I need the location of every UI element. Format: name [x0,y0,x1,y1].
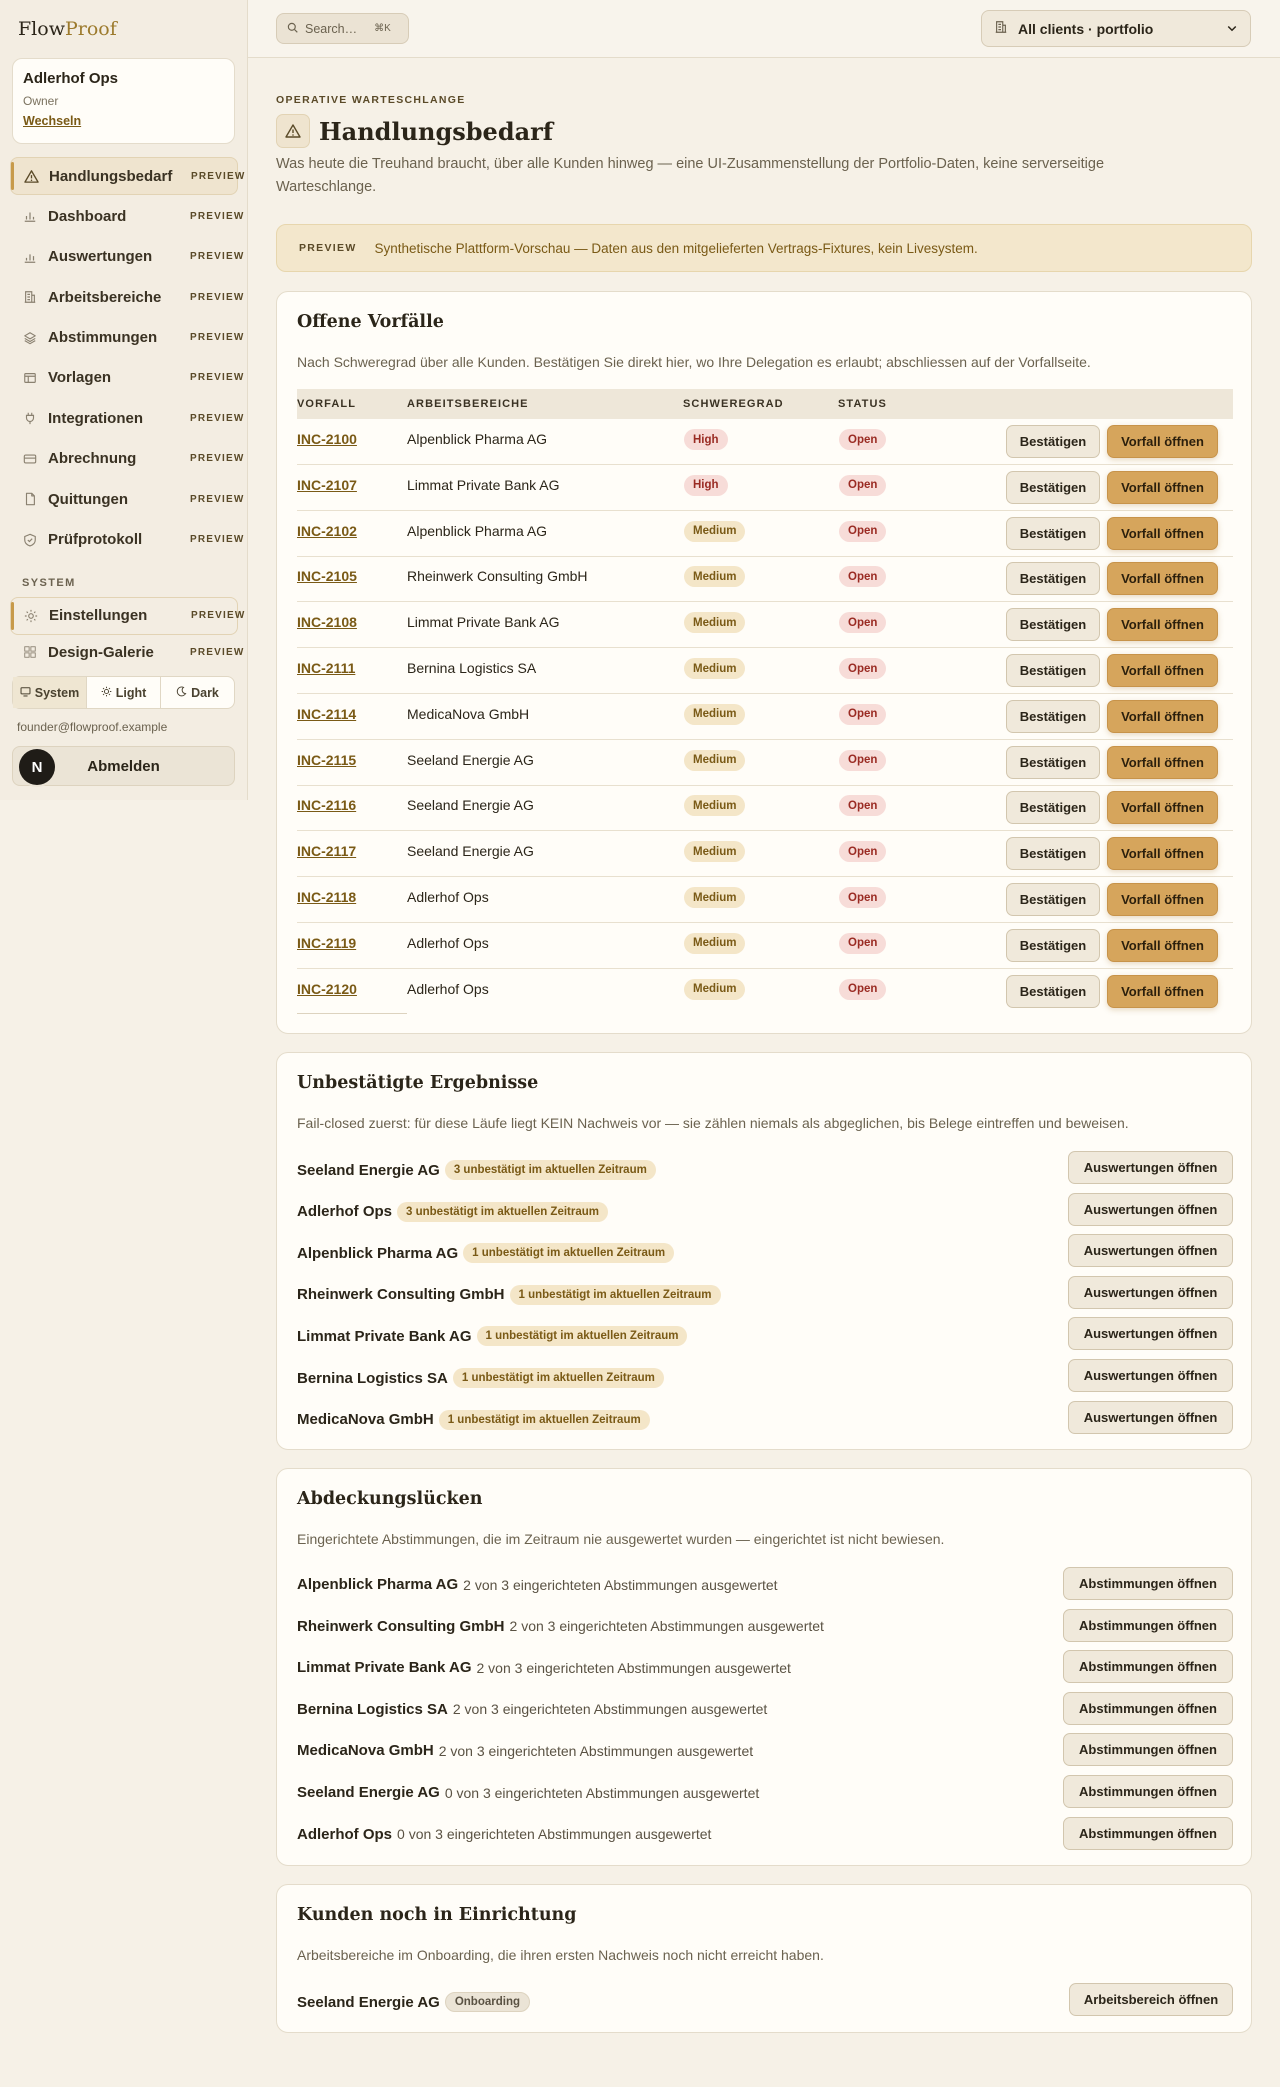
workspace-name: Rheinwerk Consulting GmbH [407,568,588,585]
open-incident-button[interactable]: Vorfall öffnen [1107,883,1218,916]
sidebar-item-label: Design-Galerie [48,643,154,661]
sidebar-item-label: Auswertungen [48,248,153,266]
open-reconciliations-button[interactable]: Abstimmungen öffnen [1063,1692,1233,1725]
preview-badge: PREVIEW [190,412,245,424]
unconfirmed-title: Unbestätigte Ergebnisse [297,1073,539,1093]
list-item [297,1401,1233,1435]
coverage-text: 2 von 3 eingerichteten Abstimmungen ausgewertet [463,1576,778,1593]
table-row [297,465,1233,511]
template-icon [22,370,38,386]
sidebar-item-vorlagen[interactable] [10,359,245,397]
moon-icon [176,686,187,700]
incident-link[interactable]: INC-2120 [297,980,357,997]
status-badge: Open [839,841,886,862]
status-badge: Open [839,795,886,816]
client-select-value: All clients · portfolio [1018,20,1154,37]
client-name: Limmat Private Bank AG [297,1327,472,1345]
sidebar-item-design-galerie[interactable] [10,633,245,671]
table-row [297,511,1233,557]
status-badge: Open [839,566,886,587]
workspace-name: MedicaNova GmbH [407,705,530,722]
client-row [297,1826,711,1843]
list-item [297,1983,1233,2017]
list-item [297,1567,1233,1601]
warning-icon [23,168,39,184]
severity-badge: Medium [684,795,745,816]
list-item [297,1359,1233,1393]
plug-icon [22,410,38,426]
list-item [297,1317,1233,1351]
list-item [297,1609,1233,1643]
client-name: Bernina Logistics SA [297,1700,448,1718]
status-badge: Open [839,750,886,771]
workspace-name: Adlerhof Ops [407,980,489,997]
page-eyebrow: OPERATIVE WARTESCHLANGE [276,94,466,106]
workspace-name: Seeland Energie AG [407,797,534,814]
sidebar-item-label: Abstimmungen [48,329,158,347]
onboarding-card [276,1884,1252,2033]
theme-dark-label: Dark [191,685,219,700]
search-shortcut: ⌘K [374,23,391,34]
incidents-table-header [297,389,1233,419]
column-header: ARBEITSBEREICHE [407,398,529,410]
sidebar-nav [10,157,246,661]
client-row [297,1368,664,1388]
settings-sun-icon [23,608,39,624]
open-incident-button[interactable]: Vorfall öffnen [1107,746,1218,779]
search-input[interactable] [276,13,409,44]
client-row [297,1701,767,1718]
sidebar-item-label: Quittungen [48,490,128,508]
client-name: Limmat Private Bank AG [297,1659,472,1677]
status-badge: Open [839,521,886,542]
open-incident-button[interactable]: Vorfall öffnen [1107,471,1218,504]
client-row [297,1742,753,1759]
table-row [297,969,1233,1015]
user-email: founder@flowproof.example [17,720,168,734]
status-badge: Open [839,979,886,1000]
status-badge: Open [839,475,886,496]
severity-badge: Medium [684,658,745,679]
severity-badge: Medium [684,704,745,725]
open-reconciliations-button[interactable]: Abstimmungen öffnen [1063,1817,1233,1850]
table-scrollbar[interactable] [297,1013,407,1014]
incident-link[interactable]: INC-2119 [297,934,357,951]
unconfirmed-badge: 1 unbestätigt im aktuellen Zeitraum [463,1243,674,1263]
sidebar-item-abrechnung[interactable] [10,440,245,478]
theme-light-label: Light [115,685,147,700]
open-evaluations-button[interactable]: Auswertungen öffnen [1068,1317,1233,1350]
incident-link[interactable]: INC-2117 [297,843,357,860]
unconfirmed-badge: 1 unbestätigt im aktuellen Zeitraum [510,1285,721,1305]
card-icon [22,451,38,467]
acknowledge-button[interactable]: Bestätigen [1006,929,1100,962]
bar-chart-icon [22,208,38,224]
brand-logo[interactable]: FlowProof [18,18,117,40]
table-row [297,740,1233,786]
sidebar-item-einstellungen[interactable] [10,597,246,635]
coverage-text: 0 von 3 eingerichteten Abstimmungen ausgewertet [397,1826,712,1843]
client-row [297,1285,721,1305]
sidebar-item-arbeitsbereiche[interactable] [10,278,245,316]
open-workspace-button[interactable]: Arbeitsbereich öffnen [1069,1983,1233,2016]
monitor-icon [20,686,31,700]
column-header: STATUS [838,398,887,410]
coverage-text: 2 von 3 eingerichteten Abstimmungen ausgewertet [452,1701,768,1718]
severity-badge: Medium [684,612,745,633]
open-incident-button[interactable]: Vorfall öffnen [1107,562,1218,595]
unconfirmed-badge: 3 unbestätigt im aktuellen Zeitraum [445,1160,656,1180]
open-reconciliations-button[interactable]: Abstimmungen öffnen [1063,1650,1233,1683]
theme-system-button[interactable] [13,677,87,708]
incident-link[interactable]: INC-2105 [297,568,357,585]
preview-badge: PREVIEW [190,372,245,384]
workspace-name: Adlerhof Ops [407,934,489,951]
org-name: Adlerhof Ops [23,70,119,87]
open-evaluations-button[interactable]: Auswertungen öffnen [1068,1193,1233,1226]
client-name: Rheinwerk Consulting GmbH [297,1617,505,1635]
client-name: MedicaNova GmbH [297,1742,434,1760]
search-icon [287,22,298,36]
sidebar-item-dashboard[interactable] [10,197,245,235]
coverage-description: Eingerichtete Abstimmungen, die im Zeitraum nie ausgewertet wurden — eingerichtet ist nicht bewiesen. [297,1531,945,1547]
status-badge: Open [839,704,886,725]
workspace-name: Alpenblick Pharma AG [407,522,548,539]
preview-banner [276,224,1252,272]
incident-link[interactable]: INC-2111 [297,660,356,676]
incidents-title: Offene Vorfälle [297,312,444,332]
table-row [297,602,1233,648]
list-item [297,1193,1233,1227]
incident-link[interactable]: INC-2116 [297,797,357,814]
incident-link[interactable]: INC-2102 [297,522,357,539]
workspace-name: Limmat Private Bank AG [407,614,560,631]
severity-badge: Medium [684,933,745,954]
theme-system-label: System [34,685,80,700]
sidebar-item-abstimmungen[interactable] [10,319,245,357]
client-row [297,1243,674,1263]
column-header: VORFALL [297,398,357,410]
status-badge: Open [839,887,886,908]
sidebar-item-auswertungen[interactable] [10,238,245,276]
acknowledge-button[interactable]: Bestätigen [1006,883,1100,916]
table-row [297,556,1233,602]
shield-icon [22,532,38,548]
open-incident-button[interactable]: Vorfall öffnen [1107,425,1218,458]
client-row [297,1992,530,2012]
incident-link[interactable]: INC-2115 [297,751,357,768]
client-name: Seeland Energie AG [297,1784,440,1801]
acknowledge-button[interactable]: Bestätigen [1006,975,1100,1008]
preview-badge: PREVIEW [191,610,246,622]
open-evaluations-button[interactable]: Auswertungen öffnen [1068,1234,1233,1267]
preview-badge: PREVIEW [190,453,245,465]
list-item [297,1692,1233,1726]
client-name: MedicaNova GmbH [297,1411,434,1429]
open-evaluations-button[interactable]: Auswertungen öffnen [1068,1401,1233,1434]
table-row [297,694,1233,740]
client-row [297,1202,608,1222]
open-evaluations-button[interactable]: Auswertungen öffnen [1068,1276,1233,1309]
list-item [297,1650,1233,1684]
status-badge: Open [839,658,886,679]
page-title-row [276,114,553,148]
client-name: Rheinwerk Consulting GmbH [297,1286,505,1304]
incident-link[interactable]: INC-2107 [297,476,357,493]
list-item [297,1817,1233,1851]
client-select[interactable] [981,10,1251,47]
client-row [297,1659,791,1676]
org-switch-link[interactable]: Wechseln [23,114,82,128]
table-row [297,877,1233,923]
preview-badge: PREVIEW [190,534,245,546]
sidebar-item-label: Abrechnung [48,450,137,468]
list-item [297,1276,1233,1310]
sidebar-item-label: Prüfprotokoll [48,531,143,549]
client-row [297,1784,759,1801]
sidebar-item-label: Einstellungen [49,607,148,625]
theme-dark-button[interactable] [161,677,234,708]
acknowledge-button[interactable]: Bestätigen [1006,608,1100,641]
theme-light-button[interactable] [87,677,161,708]
theme-switcher [12,676,235,709]
acknowledge-button[interactable]: Bestätigen [1006,837,1100,870]
preview-badge: PREVIEW [190,493,245,505]
table-row [297,831,1233,877]
client-row [297,1618,824,1635]
file-icon [22,491,38,507]
open-reconciliations-button[interactable]: Abstimmungen öffnen [1063,1775,1233,1808]
sidebar-item-label: Handlungsbedarf [49,167,173,185]
acknowledge-button[interactable]: Bestätigen [1006,791,1100,824]
workspace-name: Seeland Energie AG [407,843,534,860]
table-row [297,785,1233,831]
client-row [297,1326,687,1346]
severity-badge: Medium [684,979,745,1000]
coverage-title: Abdeckungslücken [297,1489,483,1509]
open-incident-button[interactable]: Vorfall öffnen [1107,975,1218,1008]
preview-badge: PREVIEW [190,646,245,658]
status-badge: Open [839,429,886,450]
unconfirmed-badge: 1 unbestätigt im aktuellen Zeitraum [453,1368,664,1388]
onboarding-badge: Onboarding [445,1992,530,2012]
severity-badge: Medium [684,841,745,862]
sidebar-item-label: Integrationen [48,409,144,427]
preview-badge: PREVIEW [190,251,245,263]
open-reconciliations-button[interactable]: Abstimmungen öffnen [1063,1567,1233,1600]
nav-scroll-clip [10,633,245,661]
acknowledge-button[interactable]: Bestätigen [1006,746,1100,779]
acknowledge-button[interactable]: Bestätigen [1006,562,1100,595]
sidebar-item-integrationen[interactable] [10,399,245,437]
layers-icon [22,330,38,346]
client-row [297,1160,656,1180]
sidebar-item-pruefprotokoll[interactable] [10,521,245,559]
incident-link[interactable]: INC-2118 [297,889,357,905]
incident-link[interactable]: INC-2114 [297,705,357,722]
chevron-down-icon [1226,21,1238,37]
list-item [297,1733,1233,1767]
acknowledge-button[interactable]: Bestätigen [1006,700,1100,733]
table-row [297,648,1233,694]
open-evaluations-button[interactable]: Auswertungen öffnen [1068,1151,1233,1184]
acknowledge-button[interactable]: Bestätigen [1006,471,1100,504]
client-name: Alpenblick Pharma AG [297,1576,459,1593]
onboarding-title: Kunden noch in Einrichtung [297,1905,577,1925]
open-reconciliations-button[interactable]: Abstimmungen öffnen [1063,1609,1233,1642]
sidebar-item-label: Dashboard [48,207,127,225]
list-item [297,1775,1233,1809]
warning-icon [276,114,310,148]
coverage-text: 0 von 3 eingerichteten Abstimmungen ausgewertet [444,1784,760,1801]
severity-badge: High [684,429,728,450]
open-incident-button[interactable]: Vorfall öffnen [1107,654,1218,687]
workspace-name: Seeland Energie AG [407,751,534,768]
preview-text: Synthetische Plattform-Vorschau — Daten aus den mitgelieferten Vertrags-Fixtures, kein Livesystem. [374,240,978,256]
status-badge: Open [839,612,886,633]
client-name: Adlerhof Ops [297,1203,393,1221]
table-row [297,923,1233,969]
logout-label: Abmelden [87,757,160,775]
incident-link[interactable]: INC-2108 [297,614,357,631]
workspace-name: Limmat Private Bank AG [407,476,560,493]
unconfirmed-badge: 1 unbestätigt im aktuellen Zeitraum [477,1326,688,1346]
grid-icon [22,644,38,660]
preview-badge: PREVIEW [190,332,245,344]
unconfirmed-badge: 3 unbestätigt im aktuellen Zeitraum [397,1202,608,1222]
open-incident-button[interactable]: Vorfall öffnen [1107,700,1218,733]
org-card [12,58,235,144]
client-name: Seeland Energie AG [297,1993,440,2011]
workspace-name: Alpenblick Pharma AG [407,431,548,447]
sidebar [0,0,248,800]
column-header: SCHWEREGRAD [683,398,784,410]
client-name: Bernina Logistics SA [297,1369,448,1387]
client-row [297,1410,650,1430]
unconfirmed-badge: 1 unbestätigt im aktuellen Zeitraum [439,1410,650,1430]
sidebar-item-handlungsbedarf[interactable] [10,157,246,195]
client-row [297,1576,778,1593]
open-incident-button[interactable]: Vorfall öffnen [1107,608,1218,641]
building-icon [22,289,38,305]
severity-badge: Medium [684,750,745,771]
preview-badge: PREVIEW [190,291,245,303]
unconfirmed-description: Fail-closed zuerst: für diese Läufe liegt KEIN Nachweis vor — sie zählen niemals als abgeglichen, bis Belege eintreffen und beweisen. [297,1115,1129,1131]
incidents-description: Nach Schweregrad über alle Kunden. Bestätigen Sie direkt hier, wo Ihre Delegation es erlaubt; abschliessen auf der Vorfallseite. [297,354,1091,370]
list-item [297,1151,1233,1185]
severity-badge: Medium [684,887,745,908]
incidents-card [276,291,1252,1034]
onboarding-description: Arbeitsbereiche im Onboarding, die ihren ersten Nachweis noch nicht erreicht haben. [297,1947,824,1963]
org-role: Owner [23,94,59,108]
workspace-name: Adlerhof Ops [407,889,489,905]
table-row [297,419,1233,465]
sun-icon [101,686,112,700]
page-description: Was heute die Treuhand braucht, über alle Kunden hinweg — eine UI-Zusammenstellung der Portfolio-Daten, keine serverseitige Warteschlange. [276,156,1105,195]
avatar[interactable]: N [19,749,55,785]
open-incident-button[interactable]: Vorfall öffnen [1107,791,1218,824]
client-name: Adlerhof Ops [297,1825,393,1843]
logout-button[interactable] [12,746,235,786]
nav-section-system: SYSTEM [22,576,76,589]
open-evaluations-button[interactable]: Auswertungen öffnen [1068,1359,1233,1392]
open-incident-button[interactable]: Vorfall öffnen [1107,837,1218,870]
severity-badge: High [684,475,728,496]
preview-badge: PREVIEW [190,210,245,222]
client-name: Seeland Energie AG [297,1161,440,1179]
coverage-text: 2 von 3 eingerichteten Abstimmungen ausgewertet [476,1659,791,1676]
search-placeholder: Search… [305,21,358,36]
coverage-text: 2 von 3 eingerichteten Abstimmungen ausgewertet [509,1618,824,1635]
preview-badge: PREVIEW [191,170,246,182]
status-badge: Open [839,933,886,954]
acknowledge-button[interactable]: Bestätigen [1006,425,1100,458]
open-incident-button[interactable]: Vorfall öffnen [1107,517,1218,550]
page-title: Handlungsbedarf [319,116,554,146]
topbar [248,0,1280,58]
preview-tag: PREVIEW [299,242,357,254]
bar-chart-icon [22,249,38,265]
acknowledge-button[interactable]: Bestätigen [1006,517,1100,550]
open-reconciliations-button[interactable]: Abstimmungen öffnen [1063,1733,1233,1766]
incident-link[interactable]: INC-2100 [297,431,357,447]
severity-badge: Medium [684,521,745,542]
unconfirmed-card [276,1052,1252,1450]
coverage-text: 2 von 3 eingerichteten Abstimmungen ausgewertet [438,1742,754,1759]
acknowledge-button[interactable]: Bestätigen [1006,654,1100,687]
sidebar-item-label: Arbeitsbereiche [48,288,162,306]
sidebar-item-quittungen[interactable] [10,480,245,518]
building-icon [994,20,1008,37]
coverage-card [276,1468,1252,1866]
open-incident-button[interactable]: Vorfall öffnen [1107,929,1218,962]
list-item [297,1234,1233,1268]
severity-badge: Medium [684,566,745,587]
workspace-name: Bernina Logistics SA [407,660,537,676]
sidebar-item-label: Vorlagen [48,369,112,387]
client-name: Alpenblick Pharma AG [297,1244,459,1262]
